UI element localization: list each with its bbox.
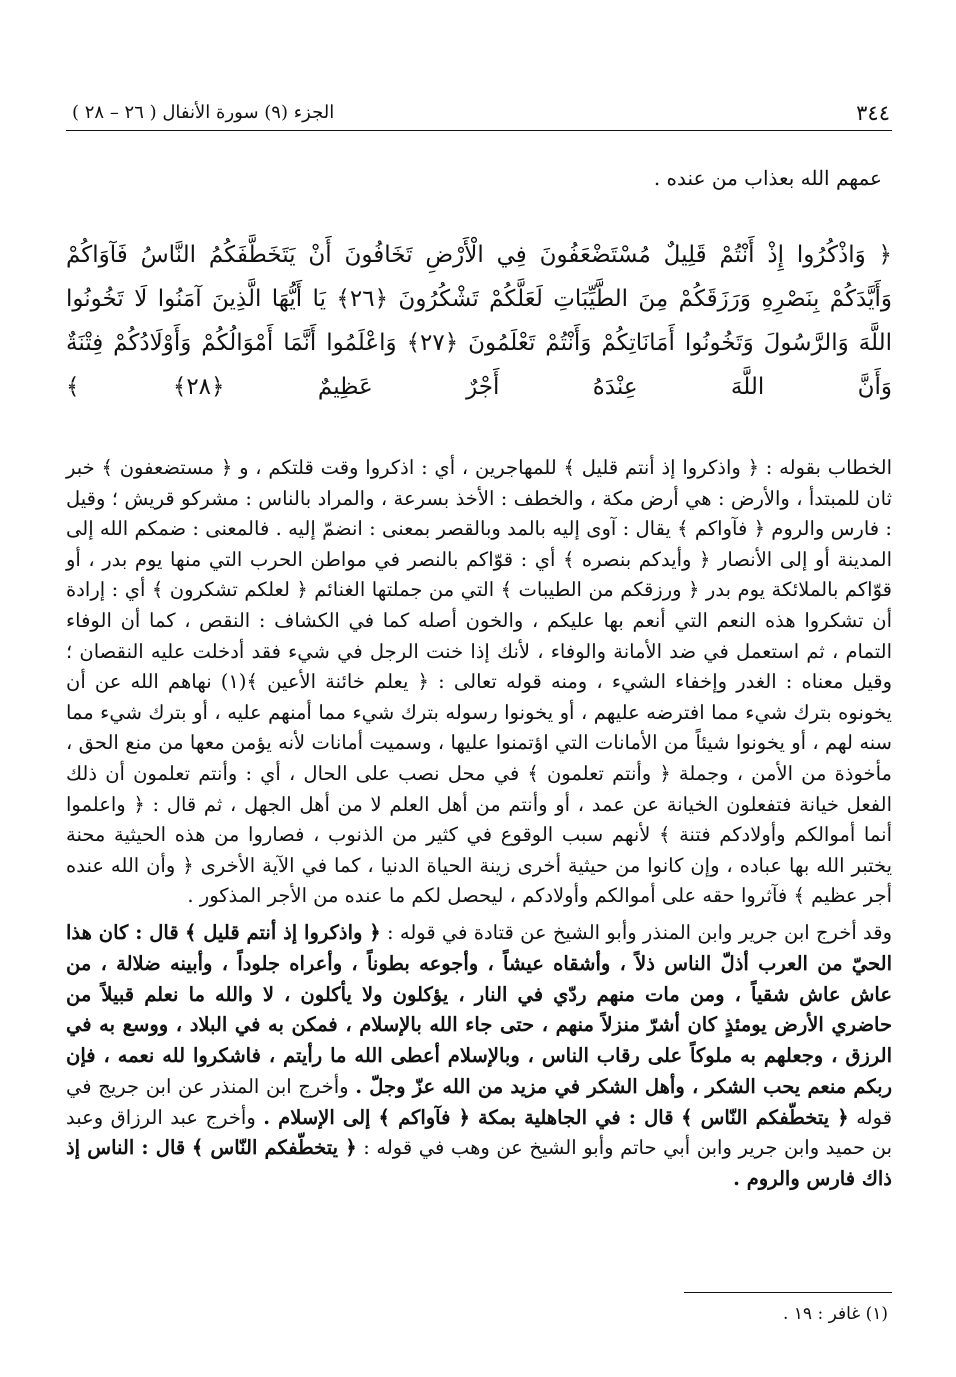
tafsir-commentary: الخطاب بقوله : ﴿ واذكروا إذ أنتم قليل ﴾ للمهاجرين ، أي : اذكروا وقت قلتكم ، و ﴿ مستضعفون ﴾ خبر ثان للمبتدأ ، والأرض : هي أرض مكة ، والخطف : الأخذ بسرعة ، والمراد بالناس : مشركو قريش ؛ وقيل : فارس والروم ﴿ فآواكم ﴾ يقال : آوى إليه بالمد وبالقصر بمعنى : انضمّ إليه . فالمعنى : ضمكم الله إلى المدينة أو إلى الأنصار ﴿ وأيدكم بنصره ﴾ أي : قوّاكم بالنصر في مواطن الحرب التي منها يوم بدر ، أو قوّاكم بالملائكة يوم بدر ﴿ ورزقكم من الطيبات ﴾ التي من جملتها الغنائم ﴿ لعلكم تشكرون ﴾ أي : إرادة أن تشكروا هذه النعم التي أنعم بها عليكم ، والخون أصله كما في الكشاف : النقص ، كما أن الوفاء التمام ، ثم استعمل في ضد الأمانة والوفاء ، لأنك إذا خنت الرجل في شيء فقد أدخلت عليه النقصان ؛ وقيل معناه : الغدر وإخفاء الشيء ، ومنه قوله تعالى : ﴿ يعلم خائنة الأعين ﴾(١) نهاهم الله عن أن يخونوه بترك شيء مما افترضه عليهم ، أو يخونوا رسوله بترك شيء مما أمنهم عليه ، أو بترك شيء مما سنه لهم ، أو يخونوا شيئاً من الأمانات التي اؤتمنوا عليها ، وسميت أمانات لأنه يؤمن معها من منع الحق ، مأخوذة من الأمن ، وجملة ﴿ وأنتم تعلمون ﴾ في محل نصب على الحال ، أي : وأنتم تعلمون أن ذلك الفعل خيانة فتفعلون الخيانة عن عمد ، أو وأنتم من أهل العلم لا من أهل الجهل ، ثم قال : ﴿ واعلموا أنما أموالكم وأولادكم فتنة ﴾ لأنهم سبب الوقوع في كثير من الذنوب ، فصاروا من هذه الحيثية محنة يختبر الله بها عباده ، وإن كانوا من حيثية أخرى زينة الحياة الدنيا ، كما في الآية الأخرى ﴿ وأن الله عنده أجر عظيم ﴾ فآثروا حقه على أموالكم وأولادكم ، ليحصل لكم ما عنده من الأجر المذكور . [66,456,892,908]
narration-middle-1: وأخرج ابن المنذر عن ابن جريج في قوله [66,1074,893,1129]
narration-verse-1: ﴿ واذكروا إذ أنتم قليل ﴾ [184,920,381,944]
intro-line: عمهم الله بعذاب من عنده . [653,166,882,190]
narration-quote-1: قال : كان هذا الحيّ من العرب أذلّ الناس ذلاً ، وأشقاه عيشاً ، وأجوعه بطوناً ، وأعراه جلوداً ، وأبينه ضلالة ، من عاش عاش شقياً ، ومن مات منهم ردّي في النار ، يؤكلون ولا يأكلون ، لا والله ما نعلم قبيلاً من حاضري الأرض يومئذٍ كان أشرّ منزلاً منهم ، حتى جاء الله بالإسلام ، فمكن به في البلاد ، ووسع به في الرزق ، وجعلهم به ملوكاً على رقاب الناس ، وبالإسلام أعطى الله ما رأيتم ، فاشكروا لله نعمه ، فإن ربكم منعم يحب الشكر ، وأهل الشكر في مزيد من الله عزّ وجلّ . [66,920,893,1098]
narration-verse-3: ﴿ يتخطّفكم النّاس ﴾ [191,1136,357,1160]
quran-verses: ﴿ وَاذْكُرُوا إِذْ أَنْتُمْ قَلِيلٌ مُسْتَضْعَفُونَ فِي الْأَرْضِ تَخَافُونَ أَنْ يَتَخَطَّفَكُمُ النَّاسُ فَآوَاكُمْ وَأَيَّدَكُمْ بِنَصْرِهِ وَرَزَقَكُمْ مِنَ الطَّيِّبَاتِ لَعَلَّكُمْ تَشْكُرُونَ ﴿٢٦﴾ يَا أَيُّهَا الَّذِينَ آمَنُوا لَا تَخُونُوا اللَّهَ وَالرَّسُولَ وَتَخُونُوا أَمَانَاتِكُمْ وَأَنْتُمْ تَعْلَمُونَ ﴿٢٧﴾ وَاعْلَمُوا أَنَّمَا أَمْوَالُكُمْ وَأَوْلَادُكُمْ فِتْنَةٌ وَأَنَّ اللَّهَ عِنْدَهُ أَجْرٌ عَظِيمٌ ﴿٢٨﴾ ﴾ [66,242,893,400]
footnotes [66,1292,892,1329]
footnote-divider [684,1292,892,1293]
narration-quote-3: قال : الناس إذ ذاك فارس والروم . [66,1136,892,1191]
surah-info: الجزء (٩) سورة الأنفال ( ٢٦ – ٢٨ ) [72,102,335,123]
narration-quote-2: قال : في الجاهلية بمكة ﴿ فآواكم ﴾ إلى الإسلام . [263,1105,674,1129]
book-page [66,96,892,1366]
page-number: ٣٤٤ [856,101,890,125]
page-header [66,96,892,131]
narration-middle-2: وأخرج عبد الرزاق وعبد بن حميد وابن جرير وابن أبي حاتم وأبو الشيخ عن وهب في قوله : [66,1105,892,1160]
narration-paragraph [66,918,892,1195]
footnote-1: (١) غافر : ١٩ . [782,1304,888,1324]
narration-verse-2: ﴿ يتخطّفكم النّاس ﴾ [681,1105,849,1129]
narration-opening: وقد أخرج ابن جرير وابن المنذر وأبو الشيخ عن قتادة في قوله : [387,920,893,944]
